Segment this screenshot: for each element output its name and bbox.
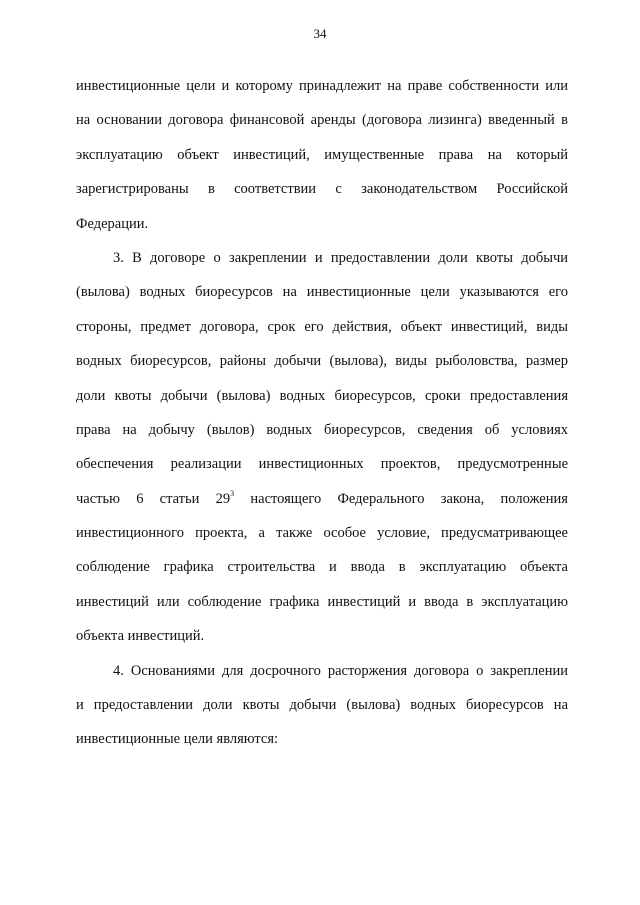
text-line: доли квоты добычи (вылова) водных биоресурсов, сроки предоставления <box>76 387 568 404</box>
page-number: 34 <box>313 26 327 41</box>
word: 6 <box>136 490 144 507</box>
text-line: обеспечения реализации инвестиционных проектов, предусмотренные <box>76 456 568 473</box>
paragraph-4 <box>76 654 568 757</box>
text-line: инвестиционные цели и которому принадлежит на праве собственности или <box>76 78 568 94</box>
word: Федерального <box>337 490 425 507</box>
word: закона, <box>440 490 485 507</box>
text-line: и предоставлении доли квоты добычи (вылова) водных биоресурсов на <box>76 697 568 714</box>
word: настоящего <box>250 490 322 507</box>
text-line: (вылова) водных биоресурсов на инвестиционные цели указываются его <box>76 284 568 301</box>
text-line: на основании договора финансовой аренды (договора лизинга) введенный в <box>76 112 568 129</box>
text-line: инвестиций или соблюдение графика инвестиций и ввода в эксплуатацию <box>76 593 568 610</box>
text-line: права на добычу (вылов) водных биоресурсов, сведения об условиях <box>76 421 568 438</box>
text-line-with-superscript <box>76 482 568 516</box>
text-line: объекта инвестиций. <box>76 628 205 645</box>
paragraph-continuation <box>76 69 568 241</box>
text-line: эксплуатацию объект инвестиций, имущественные права на который <box>76 146 568 163</box>
text-line: водных биоресурсов, районы добычи (вылова), виды рыболовства, размер <box>76 353 568 370</box>
text-line: 4. Основаниями для досрочного расторжения договора о закреплении <box>113 662 568 679</box>
text-line: инвестиционного проекта, а также особое условие, предусматривающее <box>76 525 568 542</box>
word: статьи <box>159 490 200 507</box>
word: положения <box>500 490 568 507</box>
text-line: соблюдение графика строительства и ввода в эксплуатацию объекта <box>76 559 568 576</box>
text-line: зарегистрированы в соответствии с законодательством Российской <box>76 181 568 198</box>
paragraph-3 <box>76 241 568 654</box>
text-line: инвестиционные цели являются: <box>76 731 279 748</box>
body-text <box>76 69 568 757</box>
superscript: 3 <box>230 488 235 498</box>
text-segment <box>76 482 568 516</box>
text-line: Федерации. <box>76 215 149 232</box>
text-line: 3. В договоре о закреплении и предоставлении доли квоты добычи <box>113 249 568 266</box>
word: $29^3$ <box>215 488 235 507</box>
word: частью <box>76 490 120 507</box>
text-line: стороны, предмет договора, срок его действия, объект инвестиций, виды <box>76 318 568 335</box>
